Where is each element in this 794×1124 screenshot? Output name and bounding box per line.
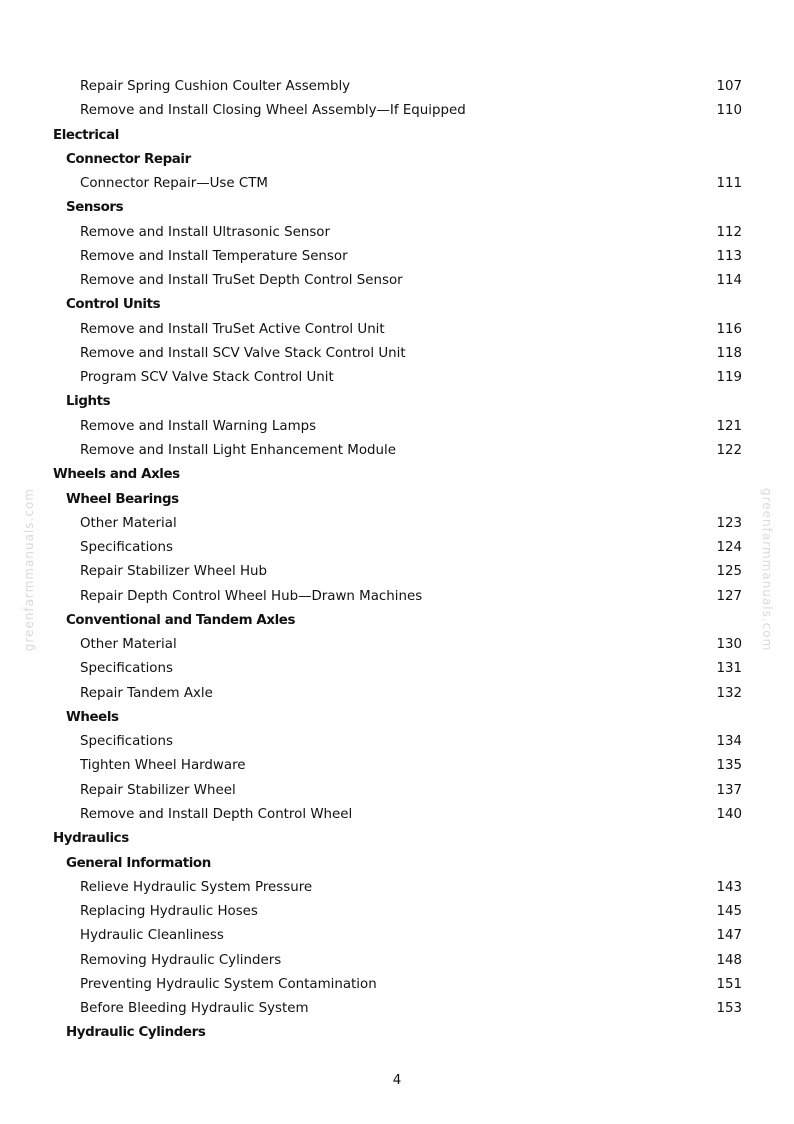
toc-entry[interactable] (0, 633, 794, 657)
toc-entry-title: Other Material (80, 515, 177, 531)
toc-entry-title: Program SCV Valve Stack Control Unit (80, 370, 334, 386)
toc-entry-page-number: 131 (716, 661, 742, 677)
toc-entry[interactable] (0, 754, 794, 778)
toc-entry[interactable] (0, 682, 794, 706)
toc-entry-page-number: 119 (716, 370, 742, 386)
toc-entry-title: Repair Stabilizer Wheel (80, 782, 236, 798)
toc-entry-page-number: 140 (716, 806, 742, 822)
toc-section-title: Electrical (53, 127, 119, 143)
toc-subsection[interactable] (0, 148, 794, 172)
toc-entry-title: Remove and Install Closing Wheel Assembly—If Equipped (80, 103, 466, 119)
toc-subsection[interactable] (0, 293, 794, 317)
toc-subsection[interactable] (0, 852, 794, 876)
toc-subsection-title: Wheels (66, 709, 119, 725)
toc-entry-page-number: 116 (716, 321, 742, 337)
toc-entry-page-number: 148 (716, 952, 742, 968)
toc-entry-page-number: 107 (716, 79, 742, 94)
toc-entry-page-number: 134 (716, 734, 742, 750)
toc-entry[interactable] (0, 415, 794, 439)
toc-subsection-title: General Information (66, 855, 211, 871)
toc-entry-title: Specifications (80, 540, 173, 556)
toc-entry-page-number: 113 (716, 248, 742, 264)
toc-entry-title: Before Bleeding Hydraulic System (80, 1001, 309, 1017)
watermark-left: greenfarmmanuals.com (22, 488, 36, 652)
toc-entry[interactable] (0, 949, 794, 973)
toc-subsection-title: Wheel Bearings (66, 491, 179, 507)
toc-entry[interactable] (0, 973, 794, 997)
table-of-contents (0, 75, 794, 1046)
toc-subsection[interactable] (0, 1021, 794, 1045)
toc-entry-title: Connector Repair—Use CTM (80, 176, 268, 192)
toc-entry[interactable] (0, 560, 794, 584)
toc-entry-page-number: 118 (716, 345, 742, 361)
toc-entry-page-number: 110 (716, 103, 742, 119)
toc-entry[interactable] (0, 585, 794, 609)
toc-entry[interactable] (0, 75, 794, 99)
toc-entry-title: Repair Depth Control Wheel Hub—Drawn Machines (80, 588, 423, 604)
toc-entry[interactable] (0, 342, 794, 366)
toc-entry-page-number: 127 (716, 588, 742, 604)
toc-entry[interactable] (0, 779, 794, 803)
toc-entry[interactable] (0, 997, 794, 1021)
toc-entry-title: Repair Tandem Axle (80, 685, 213, 701)
toc-entry-page-number: 123 (716, 515, 742, 531)
toc-section[interactable] (0, 827, 794, 851)
toc-entry-page-number: 124 (716, 540, 742, 556)
page-number: 4 (392, 1073, 402, 1088)
toc-entry[interactable] (0, 245, 794, 269)
toc-entry-page-number: 143 (716, 879, 742, 895)
toc-entry-title: Preventing Hydraulic System Contamination (80, 976, 377, 992)
toc-entry-page-number: 151 (716, 976, 742, 992)
toc-entry[interactable] (0, 318, 794, 342)
toc-entry-page-number: 111 (716, 176, 742, 192)
toc-entry-title: Relieve Hydraulic System Pressure (80, 879, 313, 895)
toc-subsection-title: Conventional and Tandem Axles (66, 612, 296, 628)
toc-entry-page-number: 130 (716, 637, 742, 653)
toc-subsection-title: Sensors (66, 200, 124, 216)
toc-entry-page-number: 122 (716, 442, 742, 458)
toc-entry-title: Tighten Wheel Hardware (80, 758, 246, 774)
toc-entry-title: Specifications (80, 661, 173, 677)
toc-entry-page-number: 153 (716, 1001, 742, 1017)
toc-subsection-title: Control Units (66, 297, 161, 313)
toc-entry-page-number: 145 (716, 904, 742, 920)
toc-entry-title: Remove and Install TruSet Depth Control Sensor (80, 273, 403, 289)
toc-entry-title: Removing Hydraulic Cylinders (80, 952, 282, 968)
toc-section[interactable] (0, 463, 794, 487)
toc-entry[interactable] (0, 512, 794, 536)
toc-section[interactable] (0, 124, 794, 148)
toc-entry-title: Remove and Install Temperature Sensor (80, 248, 348, 264)
toc-subsection[interactable] (0, 609, 794, 633)
toc-entry[interactable] (0, 439, 794, 463)
toc-entry-page-number: 125 (716, 564, 742, 580)
toc-entry-title: Remove and Install Ultrasonic Sensor (80, 224, 330, 240)
toc-entry[interactable] (0, 900, 794, 924)
toc-entry[interactable] (0, 99, 794, 123)
toc-entry[interactable] (0, 536, 794, 560)
toc-entry[interactable] (0, 657, 794, 681)
toc-entry-page-number: 114 (716, 273, 742, 289)
toc-entry-title: Specifications (80, 734, 173, 750)
toc-entry-title: Repair Spring Cushion Coulter Assembly (80, 79, 351, 94)
toc-subsection[interactable] (0, 390, 794, 414)
toc-subsection-title: Lights (66, 394, 111, 410)
toc-section-title: Wheels and Axles (53, 467, 180, 483)
toc-entry-title: Replacing Hydraulic Hoses (80, 904, 258, 920)
toc-entry[interactable] (0, 269, 794, 293)
toc-entry[interactable] (0, 730, 794, 754)
toc-entry-title: Remove and Install Warning Lamps (80, 418, 317, 434)
toc-entry-page-number: 121 (716, 418, 742, 434)
toc-subsection-title: Connector Repair (66, 151, 191, 167)
toc-subsection[interactable] (0, 706, 794, 730)
toc-entry-title: Remove and Install Light Enhancement Module (80, 442, 396, 458)
toc-entry-page-number: 112 (716, 224, 742, 240)
toc-entry[interactable] (0, 366, 794, 390)
toc-entry[interactable] (0, 876, 794, 900)
toc-entry-page-number: 137 (716, 782, 742, 798)
toc-entry[interactable] (0, 172, 794, 196)
toc-entry-title: Remove and Install Depth Control Wheel (80, 806, 353, 822)
toc-entry-page-number: 135 (716, 758, 742, 774)
toc-entry[interactable] (0, 924, 794, 948)
toc-entry-title: Remove and Install SCV Valve Stack Control Unit (80, 345, 406, 361)
toc-entry-title: Remove and Install TruSet Active Control Unit (80, 321, 385, 337)
toc-entry-title: Other Material (80, 637, 177, 653)
toc-section-title: Hydraulics (53, 831, 129, 847)
toc-subsection-title: Hydraulic Cylinders (66, 1025, 206, 1041)
toc-entry[interactable] (0, 803, 794, 827)
toc-entry-title: Hydraulic Cleanliness (80, 928, 224, 944)
watermark-right: greenfarmmanuals.com (760, 488, 774, 652)
toc-subsection[interactable] (0, 488, 794, 512)
toc-entry-page-number: 147 (716, 928, 742, 944)
toc-subsection[interactable] (0, 196, 794, 220)
toc-entry[interactable] (0, 221, 794, 245)
toc-entry-page-number: 132 (716, 685, 742, 701)
toc-entry-title: Repair Stabilizer Wheel Hub (80, 564, 268, 580)
